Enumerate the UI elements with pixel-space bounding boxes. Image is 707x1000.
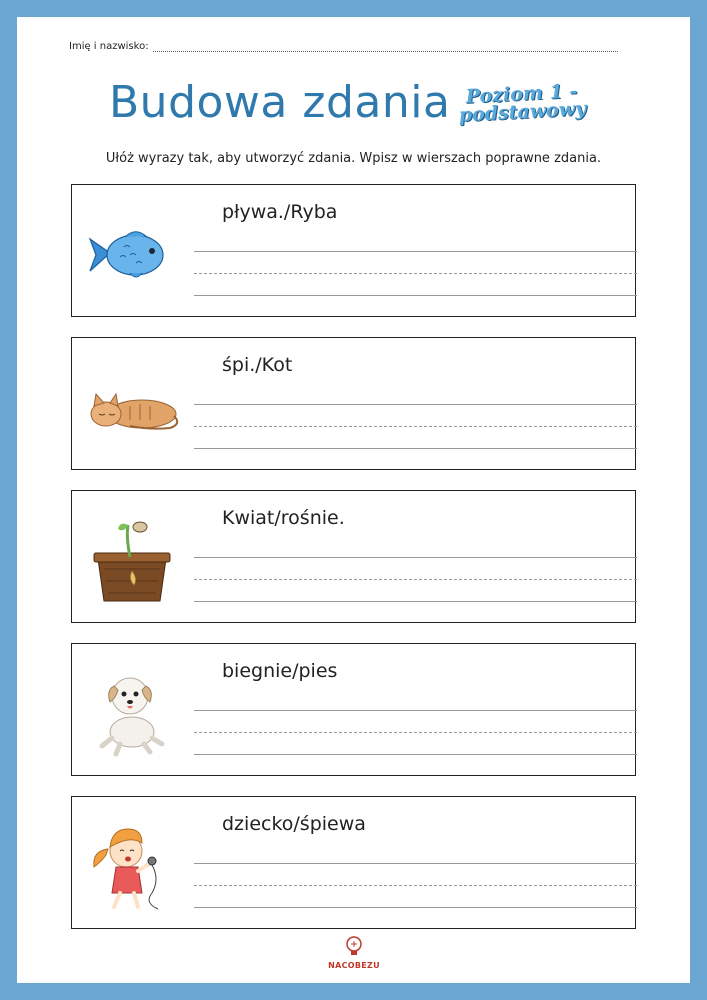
answer-line[interactable] bbox=[194, 251, 637, 252]
exercise-card-2 bbox=[71, 337, 636, 470]
exercise-words-4: biegnie/pies bbox=[222, 660, 338, 682]
exercise-card-1 bbox=[71, 184, 636, 317]
fish-icon bbox=[80, 201, 184, 301]
exercise-words-3: Kwiat/rośnie. bbox=[222, 507, 345, 529]
sleeping-cat-icon bbox=[80, 354, 184, 454]
brand-name: NACOBEZU bbox=[328, 961, 380, 970]
answer-midline bbox=[194, 273, 637, 274]
exercise-words-2: śpi./Kot bbox=[222, 354, 293, 376]
exercise-card-5 bbox=[71, 796, 636, 929]
level-label: Poziom 1 - podstawowy bbox=[458, 80, 587, 127]
answer-midline bbox=[194, 579, 637, 580]
exercise-words-5: dziecko/śpiewa bbox=[222, 813, 366, 835]
answer-line[interactable] bbox=[194, 710, 637, 711]
lightbulb-logo-icon bbox=[343, 935, 365, 957]
exercise-words-1: pływa./Ryba bbox=[222, 201, 338, 223]
dog-icon bbox=[80, 660, 184, 760]
brand-logo bbox=[317, 935, 391, 970]
instruction-text: Ułóż wyrazy tak, aby utworzyć zdania. Wpisz w wierszach poprawne zdania. bbox=[105, 151, 602, 166]
answer-line[interactable] bbox=[194, 295, 637, 296]
answer-line[interactable] bbox=[194, 601, 637, 602]
answer-line[interactable] bbox=[194, 448, 637, 449]
answer-line[interactable] bbox=[194, 404, 637, 405]
page-title: Budowa zdania bbox=[109, 77, 451, 128]
answer-midline bbox=[194, 426, 637, 427]
answer-midline bbox=[194, 732, 637, 733]
sprout-pot-icon bbox=[80, 507, 184, 607]
name-label: Imię i nazwisko: bbox=[69, 41, 149, 52]
answer-line[interactable] bbox=[194, 557, 637, 558]
name-dotted-line[interactable] bbox=[153, 42, 618, 52]
answer-line[interactable] bbox=[194, 754, 637, 755]
answer-line[interactable] bbox=[194, 863, 637, 864]
singing-girl-icon bbox=[80, 813, 184, 913]
exercise-card-4 bbox=[71, 643, 636, 776]
worksheet-page bbox=[17, 17, 690, 983]
name-field[interactable] bbox=[69, 41, 639, 52]
answer-midline bbox=[194, 885, 637, 886]
answer-line[interactable] bbox=[194, 907, 637, 908]
exercise-card-3 bbox=[71, 490, 636, 623]
